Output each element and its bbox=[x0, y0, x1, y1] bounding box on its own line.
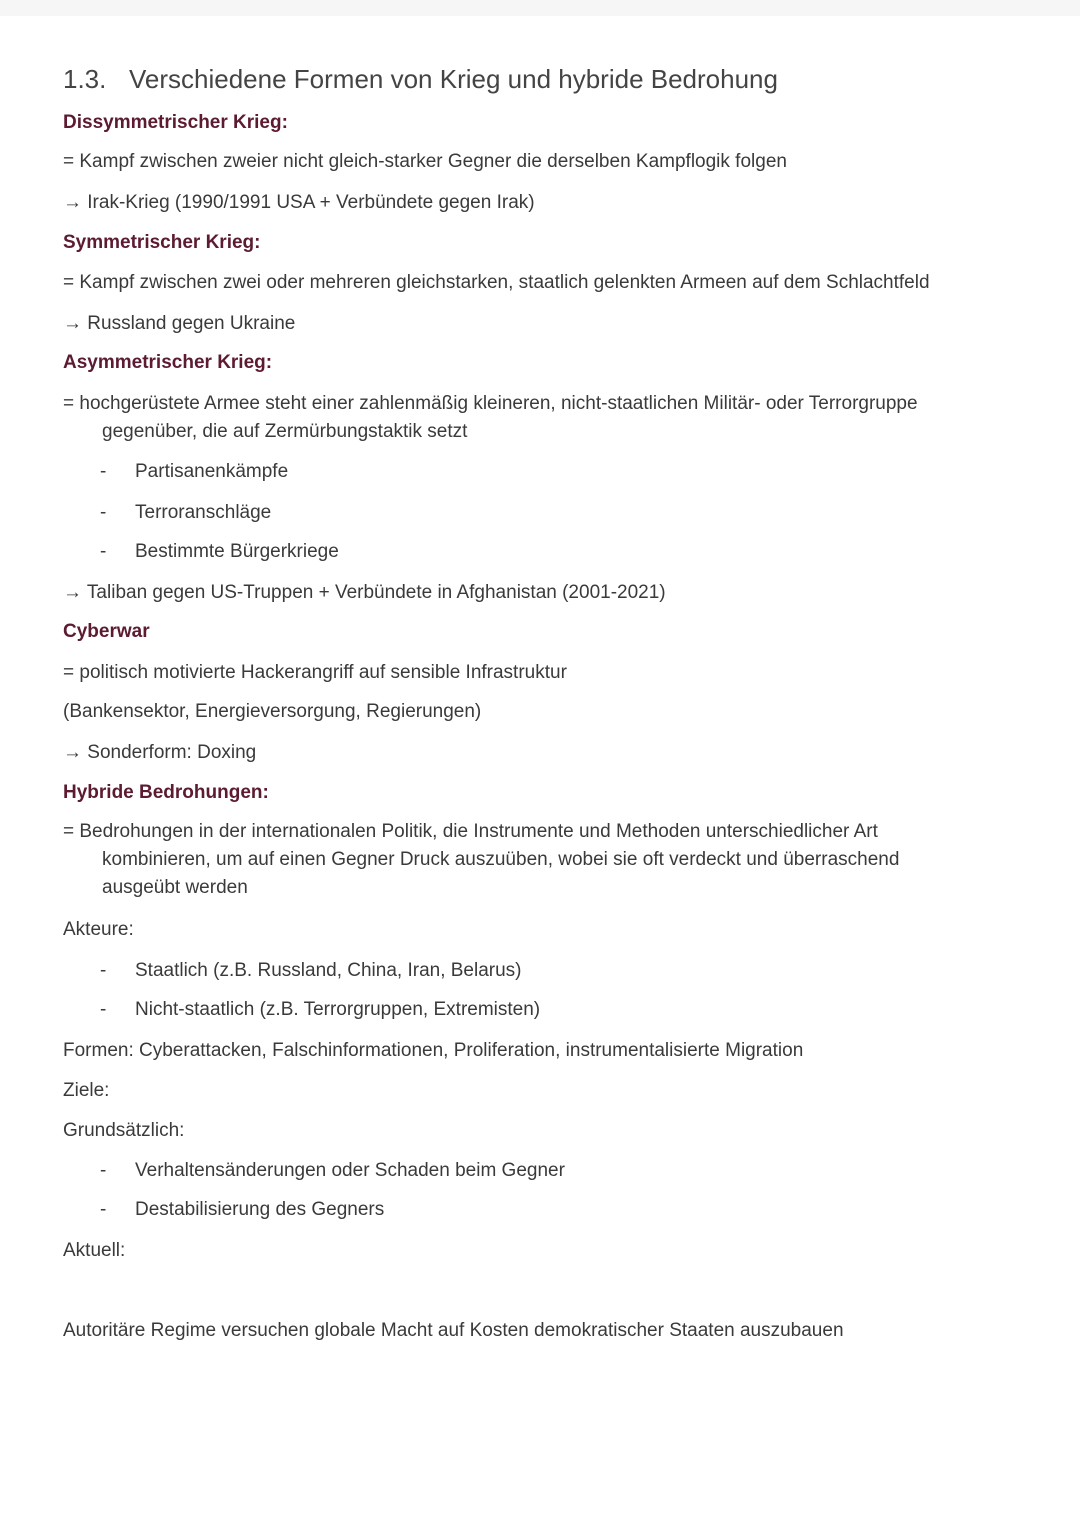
actors-label: Akteure: bbox=[63, 919, 134, 940]
special-form-cyberwar: → Sonderform: Doxing bbox=[63, 742, 257, 763]
list-item: - Verhaltensänderungen oder Schaden beim Gegner bbox=[100, 1160, 565, 1181]
definition-asymmetric-war-line2: gegenüber, die auf Zermürbungstaktik setzt bbox=[102, 421, 468, 442]
definition-cyberwar: = politisch motivierte Hackerangriff auf sensible Infrastruktur bbox=[63, 662, 567, 683]
definition-symmetric-war: = Kampf zwischen zwei oder mehreren gleichstarken, staatlich gelenkten Armeen auf dem Schlachtfeld bbox=[63, 272, 930, 293]
list-item: - Destabilisierung des Gegners bbox=[100, 1199, 385, 1220]
list-item: - Terroranschläge bbox=[100, 502, 272, 523]
section-title: Verschiedene Formen von Krieg und hybride Bedrohung bbox=[129, 64, 778, 94]
current-text: Autoritäre Regime versuchen globale Macht auf Kosten demokratischer Staaten auszubauen bbox=[63, 1320, 844, 1341]
heading-asymmetric-war: Asymmetrischer Krieg: bbox=[63, 352, 273, 373]
heading-cyberwar: Cyberwar bbox=[63, 621, 150, 642]
list-item: - Partisanenkämpfe bbox=[100, 461, 289, 482]
example-asymmetric-war: → Taliban gegen US-Truppen + Verbündete in Afghanistan (2001-2021) bbox=[63, 582, 666, 603]
examples-cyberwar: (Bankensektor, Energieversorgung, Regierungen) bbox=[63, 701, 482, 722]
definition-hybrid-line2: kombinieren, um auf einen Gegner Druck auszuüben, wobei sie oft verdeckt und überraschend bbox=[102, 849, 900, 870]
basic-label: Grundsätzlich: bbox=[63, 1120, 185, 1141]
list-item: - Staatlich (z.B. Russland, China, Iran, Belarus) bbox=[100, 960, 522, 981]
definition-hybrid-line3: ausgeübt werden bbox=[102, 877, 248, 898]
definition-dissymmetric-war: = Kampf zwischen zweier nicht gleich-starker Gegner die derselben Kampflogik folgen bbox=[63, 151, 787, 172]
goals-label: Ziele: bbox=[63, 1080, 110, 1101]
definition-asymmetric-war-line1: = hochgerüstete Armee steht einer zahlenmäßig kleineren, nicht-staatlichen Militär- oder Terrorgruppe bbox=[63, 393, 918, 414]
definition-asymmetric-war bbox=[63, 390, 1003, 446]
definition-hybrid-threats bbox=[63, 818, 1003, 902]
list-item: - Nicht-staatlich (z.B. Terrorgruppen, Extremisten) bbox=[100, 999, 541, 1020]
heading-hybrid-threats: Hybride Bedrohungen: bbox=[63, 782, 269, 803]
heading-dissymmetric-war: Dissymmetrischer Krieg: bbox=[63, 112, 288, 133]
forms-line: Formen: Cyberattacken, Falschinformationen, Proliferation, instrumentalisierte Migration bbox=[63, 1040, 804, 1061]
example-dissymmetric-war: → Irak-Krieg (1990/1991 USA + Verbündete gegen Irak) bbox=[63, 192, 535, 213]
page-title bbox=[63, 62, 778, 96]
heading-symmetric-war: Symmetrischer Krieg: bbox=[63, 232, 261, 253]
current-label: Aktuell: bbox=[63, 1240, 126, 1261]
example-symmetric-war: → Russland gegen Ukraine bbox=[63, 313, 296, 334]
list-item: - Bestimmte Bürgerkriege bbox=[100, 541, 339, 562]
section-number: 1.3. bbox=[63, 64, 107, 94]
definition-hybrid-line1: = Bedrohungen in der internationalen Politik, die Instrumente und Methoden unterschiedlicher Art bbox=[63, 821, 878, 842]
